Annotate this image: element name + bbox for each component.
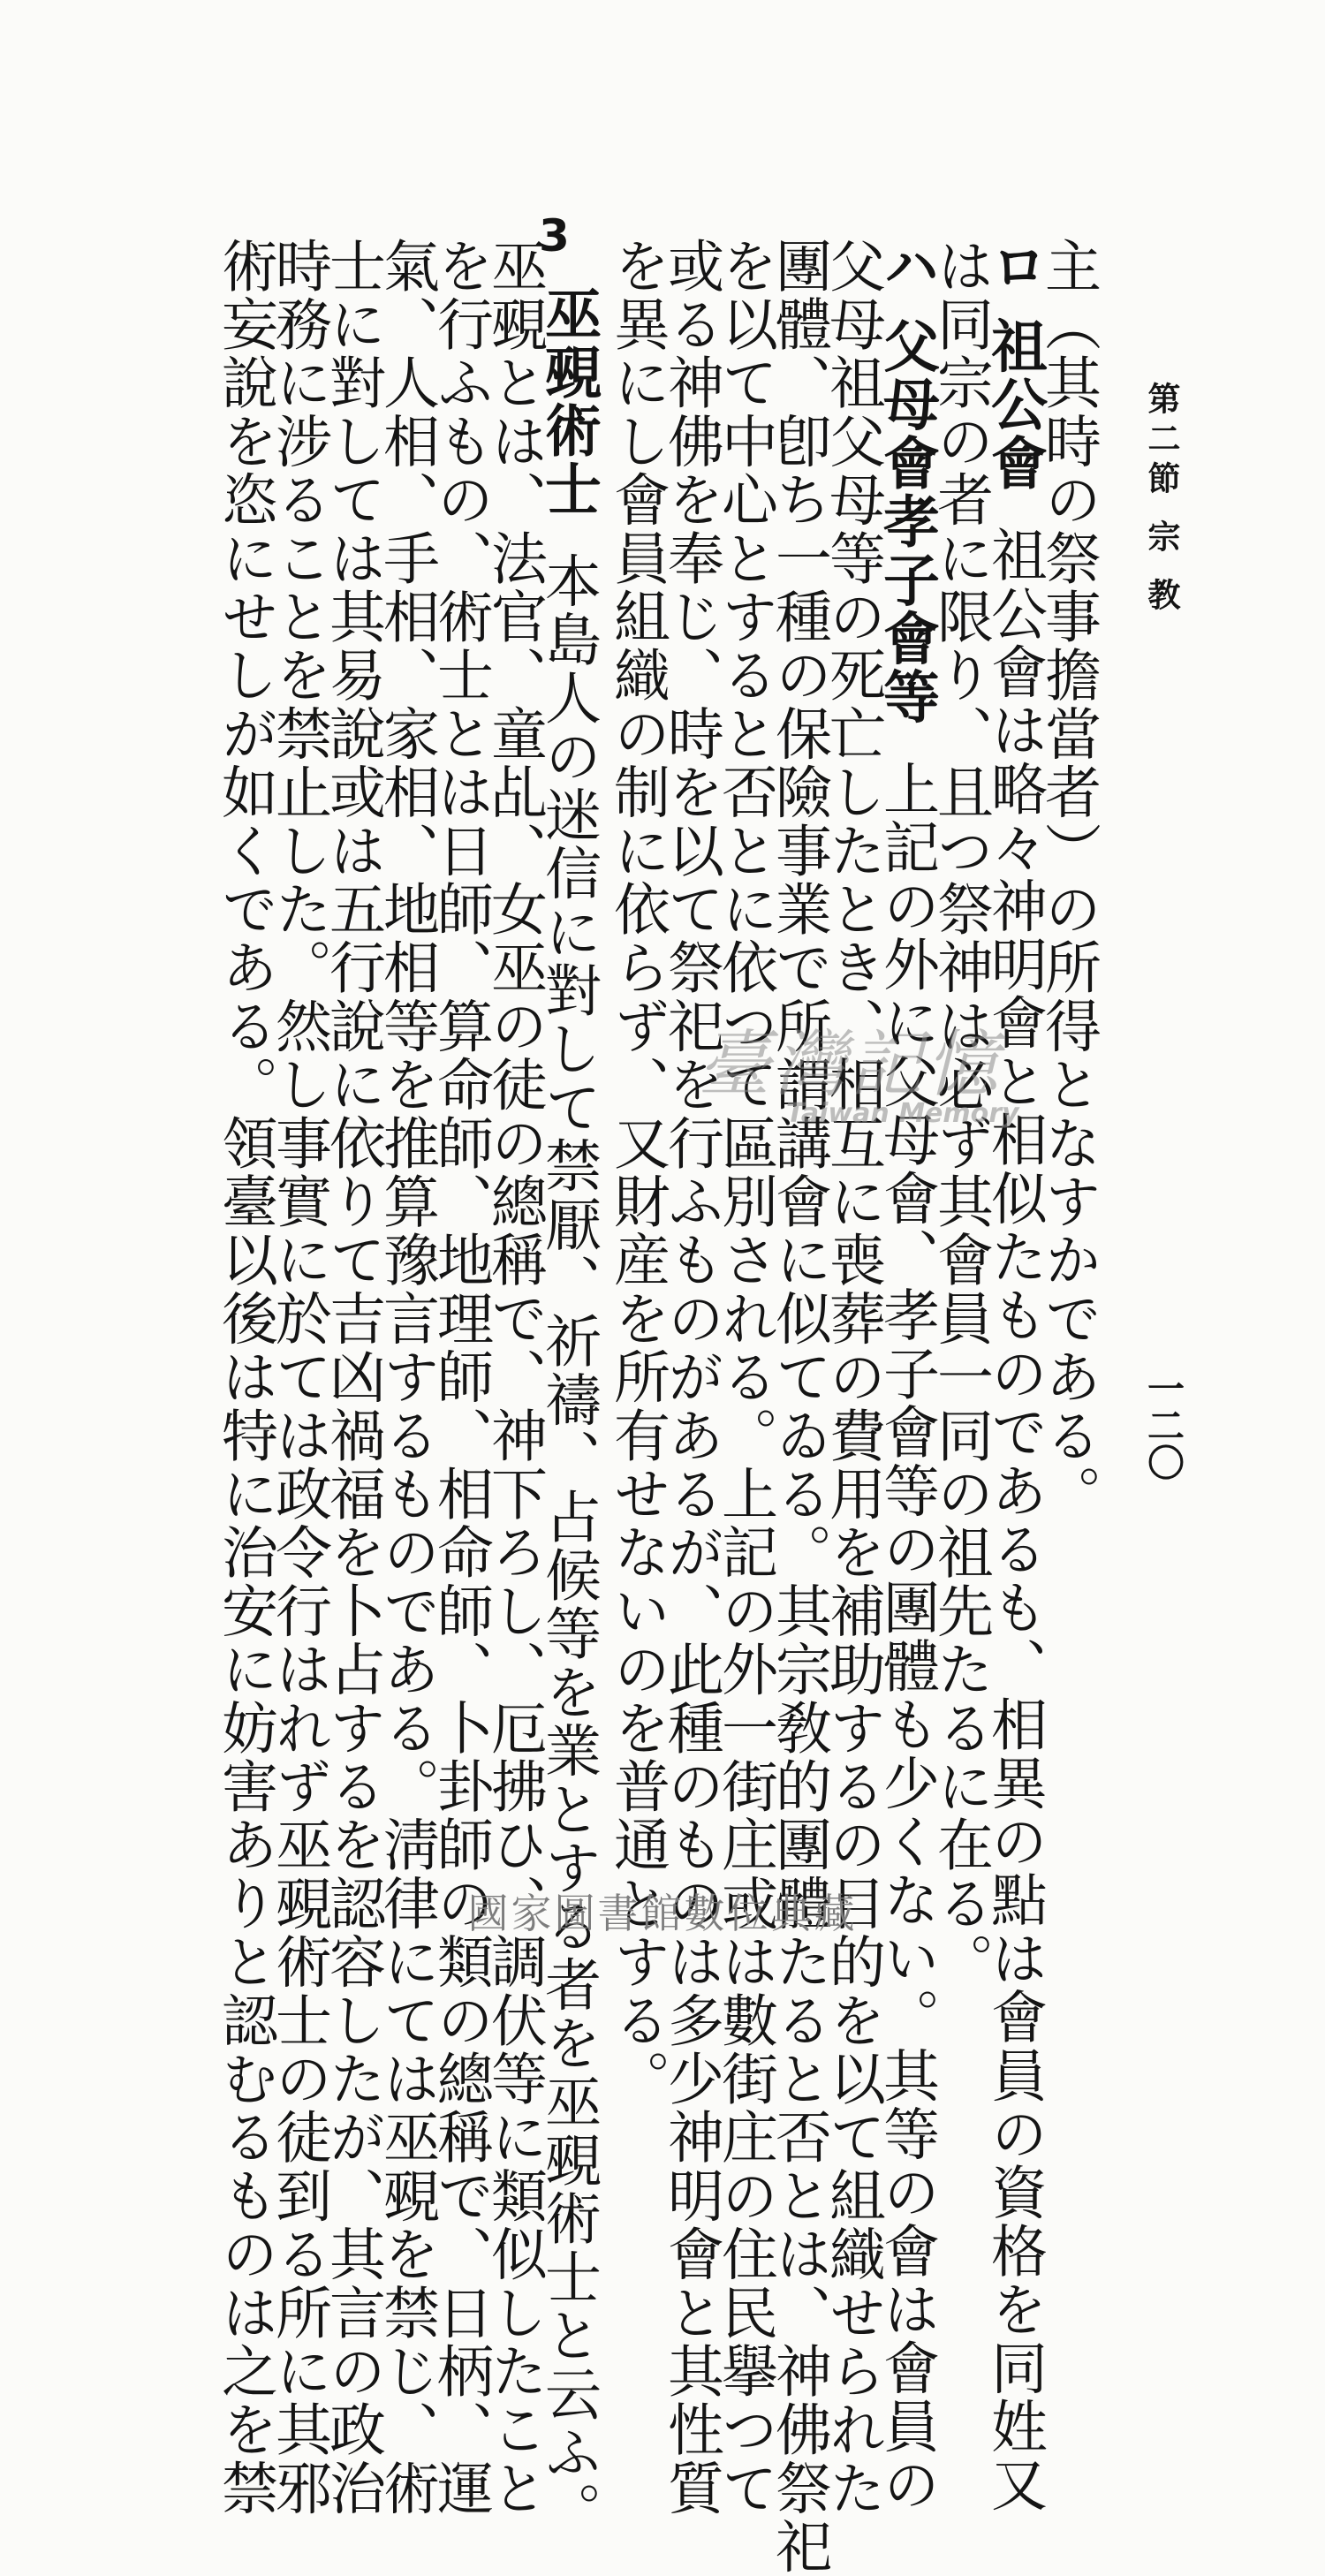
watermark <box>698 1007 1019 1129</box>
text-column: 或る神佛を奉じ、時を以て祭祀を行ふものがあるが、此種のものは多少神明會と其性質 <box>658 237 723 2518</box>
text-column: 術妄說を恣にせしが如くである。領臺以後は特に治安に妨害ありと認むるものは之を禁 <box>212 237 277 2518</box>
section-number: 3 <box>539 210 570 261</box>
text-column: を以て中心とすると否とに依つて區別される。上記の外一街庄或は數街庄の住民擧つて <box>712 237 777 2518</box>
text-column: 團體、卽ち一種の保險事業で所謂講會に似てゐる。其宗敎的團體たると否とは、神佛祭祀 <box>766 237 831 2576</box>
running-head: 第二節 宗 教 <box>1142 382 1181 617</box>
text-column: を行ふもの、術士とは日師、算命師、地理師、相命師、卜卦師の類の總稱で、日柄、運 <box>428 237 493 2518</box>
watermark-english: Taiwan Memory <box>786 1098 1019 1129</box>
text-column: 巫覡とは、法官、童乩、女巫の徒の總稱で、神下ろし、厄拂ひ、調伏等に類似したこと <box>481 237 547 2518</box>
subsection-heading: ロ 祖公會 <box>981 237 1047 493</box>
watermark-chinese: 臺灣記憶 <box>698 1023 1002 1107</box>
text-column: 時務に涉ることを禁止した。然し事實に於ては政令行はれず巫覡術士の徒到る所に其邪 <box>266 237 331 2518</box>
page-number: 一二〇 <box>1142 1369 1185 1481</box>
text-column: 士に對しては其易說或は五行說に依りて吉凶禍福を卜占するを認容したが、其言の政治 <box>320 237 385 2518</box>
text-column: ハ 父母會孝子會等上記の外に父母會、孝子會等の團體も少くない。其等の會は會員の <box>874 237 939 2515</box>
section-heading: 巫覡術士 <box>535 284 601 519</box>
text-column: 巫覡術士本島人の迷信に對して禁厭、祈禱、占候等を業とする者を巫覡術士と云ふ。 <box>535 284 601 2541</box>
text-column: 氣、人相、手相、家相、地相等を推算豫言するものである。淸律にては巫覡を禁じ、術 <box>374 237 439 2518</box>
footer-credit: 國家圖書館數位典藏 <box>467 1890 858 1937</box>
text-column: ロ 祖公會祖公會は略々神明會と相似たものであるも、相異の點は會員の資格を同姓又 <box>981 237 1047 2515</box>
text-column: は同宗の者に限り、且つ祭神は必ず其會員一同の祖先たるに在る。 <box>928 237 993 1991</box>
text-column: を異にし會員組織の制に依らず、又財産を所有せないのを普通とする。 <box>604 237 670 2109</box>
text-column: 父母祖父母等の死亡したとき、相互に喪葬の費用を補助するの目的を以て組織せられた <box>820 237 885 2518</box>
subsection-heading: ハ 父母會孝子會等 <box>874 237 939 727</box>
text-column: 主（其時の祭事擔當者）の所得となすかである。 <box>1035 237 1101 1524</box>
